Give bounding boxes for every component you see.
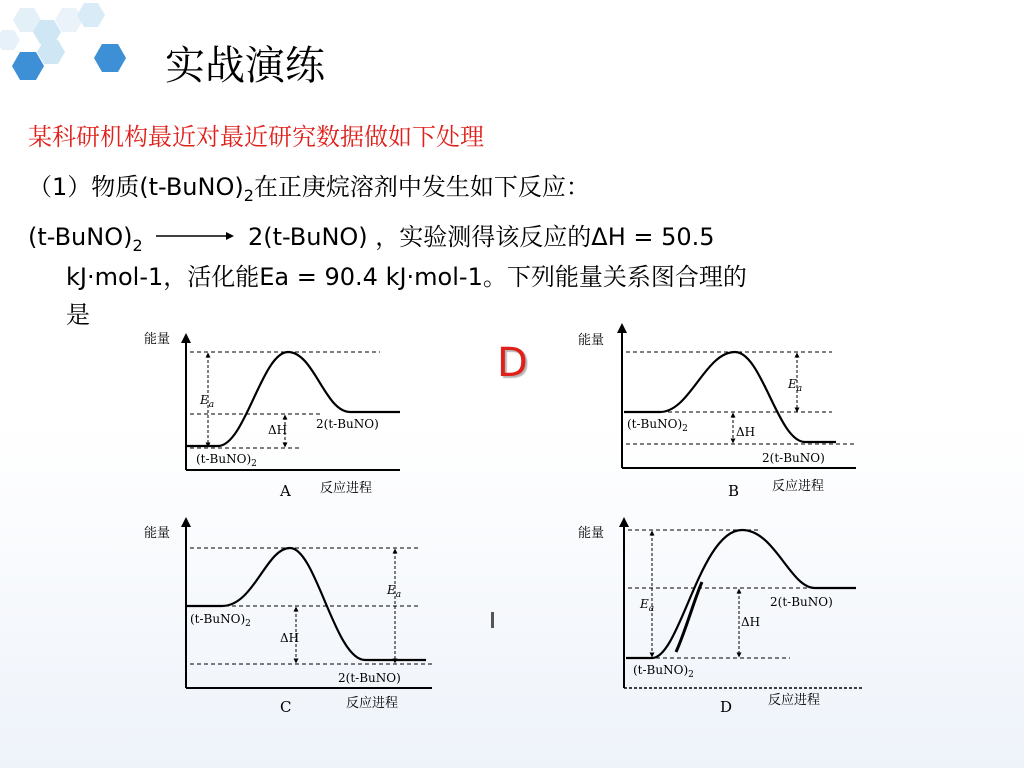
x-axis-label: 反应进程: [772, 479, 825, 494]
reaction-product-text: 2(t-BuNO) ，实验测得该反应的ΔH = 50.5: [247, 223, 715, 251]
diagram-b: [578, 328, 856, 500]
diagram-a: [144, 331, 400, 500]
ea-label: $E_a$: [200, 393, 215, 410]
question-line-3: kJ·mol-1，活化能Ea = 90.4 kJ·mol-1。下列能量关系图合理的: [66, 263, 747, 291]
product-label: 2(t-BuNO): [770, 595, 833, 609]
ea-label: $E_a$: [640, 597, 655, 614]
panel-label: A: [280, 482, 291, 500]
product-label: 2(t-BuNO): [338, 671, 401, 685]
dh-label: ΔH: [268, 423, 288, 437]
answer-label: D: [497, 340, 528, 386]
diagram-c: [144, 522, 432, 716]
intro-line: 某科研机构最近对最近研究数据做如下处理: [28, 123, 484, 151]
energy-curve-thick-segment: [676, 582, 702, 652]
diagram-d: [578, 522, 862, 716]
question-line-1-text: （1）物质(t-BuNO): [28, 173, 244, 201]
reactant-label: $(t-BuNO)_2$: [633, 663, 694, 680]
energy-curve: [626, 530, 856, 658]
reactant-label: $(t-BuNO)_2$: [627, 417, 688, 434]
dh-label: ΔH: [736, 425, 756, 439]
energy-curve: [186, 548, 426, 660]
reactant-label: $(t-BuNO)_2$: [190, 612, 251, 629]
x-axis-label: 反应进程: [768, 693, 821, 708]
x-axis-label: 反应进程: [320, 481, 373, 496]
panel-label: D: [720, 698, 733, 716]
dh-label: ΔH: [280, 631, 300, 645]
panel-label: C: [280, 698, 292, 716]
y-axis-label: 能量: [578, 526, 605, 541]
question-line-4: 是: [66, 301, 90, 329]
reactant-subscript: 2: [132, 236, 143, 255]
ea-label: $E_a$: [387, 583, 402, 600]
dh-label: ΔH: [741, 615, 761, 629]
product-label: 2(t-BuNO): [762, 451, 825, 465]
reactant-label: $(t-BuNO)_2$: [196, 452, 257, 469]
energy-curve: [186, 352, 400, 446]
y-axis-label: 能量: [144, 526, 171, 541]
slide-title: 实战演练: [165, 43, 325, 89]
ea-label: $E_a$: [788, 377, 803, 394]
x-axis-label: 反应进程: [346, 696, 399, 711]
y-axis-label: 能量: [578, 333, 605, 348]
subscript: 2: [243, 186, 254, 205]
question-line-1-rest: 在正庚烷溶剂中发生如下反应：: [253, 173, 590, 201]
product-label: 2(t-BuNO): [316, 417, 379, 431]
reactant-formula: (t-BuNO): [28, 223, 133, 251]
panel-label: B: [728, 482, 740, 500]
y-axis-label: 能量: [144, 332, 171, 347]
